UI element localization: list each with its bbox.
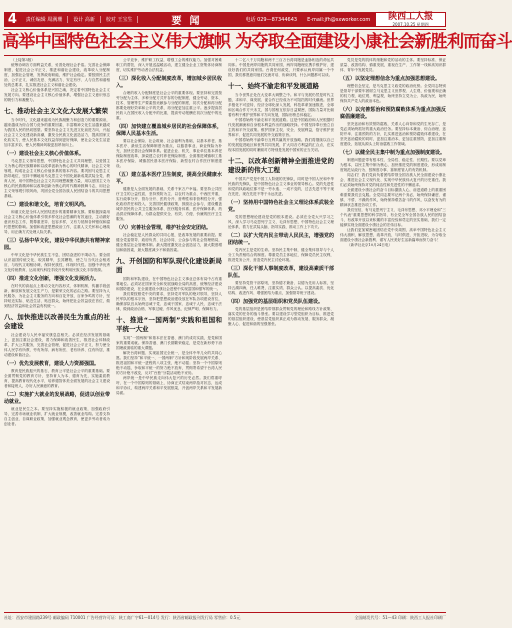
subsection-heading: （二）建设和谐文化，培育文明风尚。	[4, 202, 90, 208]
top-rule	[4, 29, 446, 30]
article-paragraph: 实现“一国两制”和基本法在香港、澳门的成功实践，是党和国家的重要成就。保持香港、澳门长期繁荣稳定，是党在新形势下治国理政面临的重大课题。	[116, 336, 222, 350]
section-heading: 十一、始终不渝走和平发展道路	[228, 82, 319, 90]
article-paragraph: 党的思想理论建设是党的根本建设。必须在全党大兴学习之风，深入学习马克思列宁主义、毛泽东思想、中国特色社会主义理论体系，着力在武装头脑、指导实践、推动工作上下功夫。	[228, 215, 334, 229]
article-paragraph: （上接第3版）	[11, 58, 35, 62]
article-paragraph: 党内民主是党的生命。坚持民主集中制，健全集体领导与个人分工负责相结合的制度。尊重党员主体地位，保障党员民主权利，推进党务公开，营造党内民主讨论环境。	[228, 248, 334, 262]
article-column-2	[116, 58, 222, 608]
editor-credit: 责任编辑 周满珊	[21, 16, 69, 23]
headline-rule	[4, 55, 446, 56]
article-paragraph: 我们坚信，有马克思列宁主义、毛泽东思想、邓小平理论和“三个代表”重要思想的科学指导，有全党全军全国各族人民的团结奋斗，有改革开放以来积累的丰富经验和奠定的坚实基础，我们一定能够实现全面建设小康社会的宏伟目标。	[340, 208, 446, 227]
masthead	[4, 12, 446, 27]
article-paragraph: 合理的收入分配制度是社会公平的重要体现。要坚持和完善按劳分配为主体、多种分配方式并存的分配制度，健全劳动、资本、技术、管理等生产要素按贡献参与分配的制度，初次分配和再分配都要处理好效率和公平的关系，再分配更加注重公平。逐步提高居民收入在国民收入分配中的比重，提高劳动报酬在初次分配中的比重。	[116, 91, 222, 120]
article-paragraph: 中国共产党是中国工人阶级的先锋队，同时是中国人民和中华民族的先锋队，是中国特色社会主义事业的领导核心。党的先进性和党的执政地位都不是一劳永逸、一成不变的，过去先进不等于现在先进，现在先进不等于永远先进。	[228, 177, 334, 196]
masthead-strip	[21, 12, 375, 27]
article-paragraph: 当今世界正处在大变革大调整之中。和平与发展仍然是时代主题，求和平、谋发展、促合作已经成为不可阻挡的时代潮流。世界多极化不可逆转，经济全球化深入发展，科技革命加速推进，全球和区域合作方兴未艾，国与国相互依存日益紧密，国际力量对比朝着有利于维护世界和平方向发展，国际形势总体稳定。	[228, 93, 334, 117]
page-footer	[4, 612, 446, 622]
article-paragraph: 我们要按照党中央的要求，坚持党对军队的绝对领导，坚持人民军队的根本宗旨，坚持把思想政治建设放在军队各项建设首位，确保部队官兵始终忠诚于党、忠诚于国家、忠诚于人民、忠诚于法律，做到政治合格、军事过硬、作风优良、纪律严明、保障有力。	[116, 292, 222, 311]
article-paragraph: 统筹协调各方面利益关系，妥善处理社会矛盾。完善社会保障制度，促进社会公平正义，推进和谐社会建设，改革收入分配制度，加强社会管理，发挥政府职能，维护社会稳定。要按照民主法治、公平正义、诚信友爱、充满活力、安定有序、人与自然和谐相处的总要求，扎实推进社会主义和谐社会建设。	[4, 63, 110, 87]
page-number: 4	[4, 12, 21, 27]
section-heading: 九、开创国防和军队现代化建设新局面	[116, 257, 222, 274]
article-paragraph: 中国将始终不渝走和平发展道路。这是中国政府和人民根据时代发展潮流和自身根本利益作出的战略抉择。中国坚持奉行独立自主的和平外交政策。维护国家主权、安全、发展利益，恪守维护世界和平、促进共同发展的外交政策宗旨。	[228, 118, 334, 137]
subsection-heading: （六）完善社会管理，维护社会安定团结。	[116, 225, 212, 231]
article-paragraph: 社会主义核心价值体系是兴国之魂，决定着中国特色社会主义发展方向。要建设社会主义核心价值体系，增强社会主义意识形态的吸引力和凝聚力。	[4, 88, 110, 102]
article-paragraph: （新华社北京10月24日电）	[347, 243, 393, 247]
article-paragraph: 就业是民生之本。要坚持实施积极的就业政策，加强政府引导，完善市场就业机制，扩大就业规模，改善就业结构。完善支持自主创业、自谋职业政策，加强就业观念教育，使更多劳动者成为创业者。	[4, 407, 110, 426]
section-heading: 八、加快推进以改善民生为重点的社会建设	[4, 313, 110, 330]
section-title: 要闻	[171, 16, 208, 27]
article-paragraph: 十二亿八千万同胞和两千三百万台湾同胞是血脉相连的命运共同体。中国是两岸同胞的共同家园，两岸同胞理应携手维护好、建设好我们的共同家园。台湾任何政党，只要承认两岸同属一个中国，我们都愿意同他们交流对话、协商谈判，什么问题都可以谈。	[228, 58, 334, 77]
article-paragraph: 和谐文化是全体人民团结进步的重要精神支撑。要积极探索用社会主义核心价值体系引领多样化社会思潮的有效途径，主动做好意识形态工作，既尊重差异、包容多样，又有力抵制各种错误和腐朽思想的影响。加强和改进思想政治工作，注重人文关怀和心理疏导，用正确方式处理人际关系。	[4, 210, 110, 234]
section-heading: 十、推进“一国两制”实践和祖国和平统一大业	[116, 316, 222, 333]
article-paragraph: 社会建设与人民幸福安康息息相关。必须在经济发展的基础上，更加注重社会建设，着力保障和改善民生，推进社会体制改革，扩大公共服务，完善社会管理，促进社会公平正义，努力使全体人民学有所教、劳有所得、病有所医、老有所养、住有所居，推动建设和谐社会。	[4, 333, 110, 357]
article-paragraph: 马克思主义指导思想，中国特色社会主义共同理想，以爱国主义为核心的民族精神和以改革创新为核心的时代精神，社会主义荣辱观，构成社会主义核心价值体系的基本内容。要巩固马克思主义指导地位，坚持不懈地用马克思主义中国化最新成果武装全党、教育人民，用中国特色社会主义共同理想凝聚力量，用以爱国主义为核心的民族精神和以改革创新为核心的时代精神鼓舞斗志，用社会主义荣辱观引领风尚，巩固全党全国各族人民团结奋斗的共同思想基础。	[4, 159, 110, 198]
article-paragraph: 党的基层组织是团结带领群众贯彻党的理论和路线方针政策、落实党的任务的战斗堡垒。要以建设学习型党组织为目标，推进党的基层组织建设，使基层党组织真正成为推动发展、服务群众、凝聚人心、促进和谐的坚强堡垒。	[228, 307, 334, 326]
article-paragraph: 当今时代，文化越来越成为民族凝聚力和创造力的重要源泉，越来越成为综合国力竞争的重要因素，丰富精神文化生活越来越成为我国人民的热切愿望。要坚持社会主义先进文化前进方向，兴起社会主义文化建设新高潮，激发全民族文化创造活力，提高国家文化软实力，使人民基本文化权益得到更好保障，使社会文化生活更加丰富多彩，使人民精神风貌更加昂扬向上。	[4, 118, 110, 147]
article-paragraph: 让我们更加紧密地团结在党中央周围，高举中国特色社会主义伟大旗帜，解放思想，改革开放，与时俱进，开拓进取，为夺取全面建设小康社会新胜利、谱写人民美好生活新篇章而努力奋斗！	[340, 228, 446, 242]
footer-publisher-info: 社址：西安市建国路239号 邮政编码 710001 广告经营许可证：陕工商广字61—014号 发行：陕西省邮政报刊发行局 零售价：0.5元	[4, 615, 241, 620]
article-paragraph: 公平竞争，维护职工权益，增强工会的维权能力。加强对困难职工的帮扶，深入开展送温暖活动，建立健全企业工资集体协商制度，切实维护劳动者合法权益。	[116, 58, 222, 72]
phone-number: 电话 029—87344643	[245, 17, 298, 23]
article-paragraph: 中华文化是中华民族生生不息、团结奋进的不竭动力。要全面认识祖国传统文化，取其精华，去其糟粕，使之与当代社会相适应、与现代文明相协调，保持民族性，体现时代性。加强中华优秀文化传统教育，运用现代科技手段开发利用民族文化丰厚资源。	[4, 253, 110, 272]
designer-credit: 设计 高新	[68, 16, 101, 23]
subsection-heading: （四）加强党的基层组织和党员队伍建设。	[228, 299, 324, 305]
article-paragraph: 中国将始终不渝奉行互利共赢的开放战略。我们将继续以自己的发展促进地区和世界共同发展，扩大同各方利益的汇合点，在实现本国发展的同时兼顾对方特别是发展中国家的正当关切。	[228, 138, 334, 152]
subsection-heading: （四）加快建立覆盖城乡居民的社会保障体系，保障人民基本生活。	[116, 124, 222, 137]
email-address: E-mail:jfh@sxworker.com	[307, 16, 371, 23]
article-paragraph: 两岸统一是中华民族走向伟大复兴的历史必然。我们郑重呼吁，在一个中国原则的基础上，协商正式结束两岸敌对状态，达成和平协议，构建两岸关系和平发展框架，开创两岸关系和平发展新局面。	[116, 376, 222, 395]
article-paragraph: 健康是人全面发展的基础，关系千家万户幸福。要坚持公共医疗卫生的公益性质，坚持预防为主、以农村为重点、中西医并重，实行政事分开、管办分开、医药分开、营利性和非营利性分开，强化政府责任和投入，完善国民健康政策，鼓励社会参与，建设覆盖城乡居民的公共卫生服务体系、医疗服务体系、医疗保障体系、药品供应保障体系，为群众提供安全、有效、方便、价廉的医疗卫生服务。	[116, 187, 222, 221]
article-column-3	[228, 58, 334, 608]
subsection-heading: （六）以完善惩治和预防腐败体系为重点加强反腐倡廉建设。	[340, 107, 446, 120]
subsection-heading: （三）深化干部人事制度改革，建设高素质干部队伍。	[228, 266, 334, 279]
article-paragraph: 要以社会保险、社会救助、社会福利为基础，以基本养老、基本医疗、最低生活保障制度为重点，以慈善事业、商业保险为补充，加快完善社会保障体系。促进企业、机关、事业单位基本养老保险制度改革，探索建立农村养老保险制度。全面推进城镇职工基本医疗保险、城镇居民基本医疗保险、新型农村合作医疗制度建设。	[116, 139, 222, 168]
subsection-heading: （五）以坚定理想信念为重点加强思想建设。	[340, 76, 441, 82]
subsection-heading: （三）深化收入分配制度改革，增加城乡居民收入。	[116, 76, 222, 89]
article-paragraph: 党员是党的肌体的细胞和党的活动的主体。要坚持标准、保证质量、改善结构、慎重发展，重视在生产、工作第一线和高知识群体、青年中发展党员。	[340, 58, 446, 72]
article-paragraph: 在时代的高起点上推动文化内容形式、体制机制、传播手段创新，解放和发展文化生产力，是繁荣文化的必由之路。要坚持为人民服务、为社会主义服务的方向和百花齐放、百家争鸣的方针，坚持贴近实际、贴近生活、贴近群众，始终把社会效益放在首位，做到经济效益和社会效益有机统一。	[4, 284, 110, 308]
article-paragraph: 理想信念坚定，是马克思主义政党的政治优势。全党同志特别是领导干部要牢固树立马克思主义世界观、人生观、价值观和正确的权力观、地位观、利益观，始终坚持立党为公、执政为民，始终保持共产党人的政治本色。	[340, 84, 446, 103]
article-column-4	[340, 58, 446, 608]
section-heading: 十二、以改革创新精神全面推进党的建设新的伟大工程	[228, 157, 334, 174]
footer-print-info: 全国邮发代号：51—43 印刷：陕西工人报社印刷厂	[354, 615, 446, 620]
article-column-1	[4, 58, 110, 608]
article-paragraph: 全面建设小康社会的奋斗目标激励人心，前进道路上的重重困难需要我们去克服。全党同志要牢记两个务必，始终保持谦虚、谨慎、不骄、不躁的作风，始终保持艰苦奋斗的作风，以奋发有为的精神状态推进各项工作。	[340, 188, 446, 207]
article-paragraph: 教育是民族振兴的基石，教育公平是社会公平的重要基础。要全面贯彻党的教育方针，坚持育人为本、德育为先，实施素质教育，提高教育现代化水平，培养德智体美全面发展的社会主义建设者和接班人，办好人民满意的教育。	[4, 369, 110, 388]
subsection-heading: （七）以健全民主集中制为重点加强制度建设。	[340, 150, 446, 156]
newspaper-logo	[375, 12, 446, 27]
article-paragraph: 同志们！我们党肩负着团结带领全国各族人民全面建设小康社会、推进社会主义现代化、实现中华民族伟大复兴的历史重任。我们必须始终保持对党的纯洁性和先进性的不懈追求。	[340, 173, 446, 187]
article-paragraph: 制度问题更带有根本性、全局性、稳定性、长期性。要以党章为根本，以民主集中制为核心，加快推进党的制度建设，形成用制度规范从政行为、按制度办事、靠制度管人的有效机制。	[340, 158, 446, 172]
subsection-heading: （二）以扩大党内民主带动人民民主，增强党的团结统一。	[228, 233, 334, 246]
subsection-heading: （三）弘扬中华文化，建设中华民族共有精神家园。	[4, 238, 110, 251]
subsection-heading: （二）实施扩大就业的发展战略，促进以创业带动就业。	[4, 392, 110, 405]
logo-text: 陕西工人报	[388, 11, 434, 22]
subsection-heading: （一）优先发展教育，建设人力资源强国。	[4, 361, 100, 367]
article-paragraph: 解决台湾问题、实现祖国完全统一，是全体中华儿女的共同心愿。我们坚持“和平统一、一国两制”方针和现阶段发展两岸关系、推进祖国和平统一进程的八项主张，绝不动摇；坚持一个中国原则绝不动摇，争取和平统一的努力绝不放弃，贯彻寄希望于台湾人民的方针绝不改变，反对“台独”分裂活动绝不妥协。	[116, 351, 222, 375]
proofreader-credit: 校对 王宝生	[101, 16, 139, 23]
article-paragraph: 要坚持党管干部原则，坚持德才兼备、以德为先用人标准，坚持五湖四海，任人唯贤，注重实绩、群众公认。以提高素质、优化结构、改进作风、增强团结为重点，加强领导班子建设。	[228, 281, 334, 295]
section-heading: 七、推动社会主义文化大发展大繁荣	[4, 107, 108, 115]
subsection-heading: （一）建设社会主义核心价值体系。	[4, 151, 85, 157]
issue-date: 2007.10.25 星期四	[392, 21, 429, 27]
article-body	[4, 58, 446, 608]
subsection-heading: （一）坚持用中国特色社会主义理论体系武装全党。	[228, 200, 334, 213]
main-headline: 高举中国特色社会主义伟大旗帜 为夺取全面建设小康社会新胜利而奋斗	[2, 32, 512, 52]
subsection-heading: （四）推进文化创新，增强文化发展活力。	[4, 276, 100, 282]
article-paragraph: 社会稳定是人民群众的共同心愿，是改革发展的重要前提。要健全党委领导、政府负责、社会协同、公众参与的社会管理格局，健全基层社会管理体制。最大限度激发社会创造活力，最大限度增加和谐因素，最大限度减少不和谐因素。	[116, 233, 222, 252]
article-paragraph: 国防和军队建设，在中国特色社会主义事业总体布局中占有重要地位。必须站在国家安全和发展战略全局的高度，统筹经济建设和国防建设，在全面建设小康社会进程中实现富国和强军的统一。	[116, 277, 222, 291]
subsection-heading: （五）建立基本医疗卫生制度，提高全民健康水平。	[116, 172, 222, 185]
article-paragraph: 坚决惩治和有效预防腐败，关系人心向背和党的生死存亡，是党必须始终抓好的重大政治任务。要坚持标本兼治、综合治理、惩防并举、注重预防的方针，扎实推进惩治和预防腐败体系建设，在坚决惩治腐败的同时，更加注重治本，更加注重预防，更加注重制度建设，拓展从源头上防治腐败工作领域。	[340, 122, 446, 146]
